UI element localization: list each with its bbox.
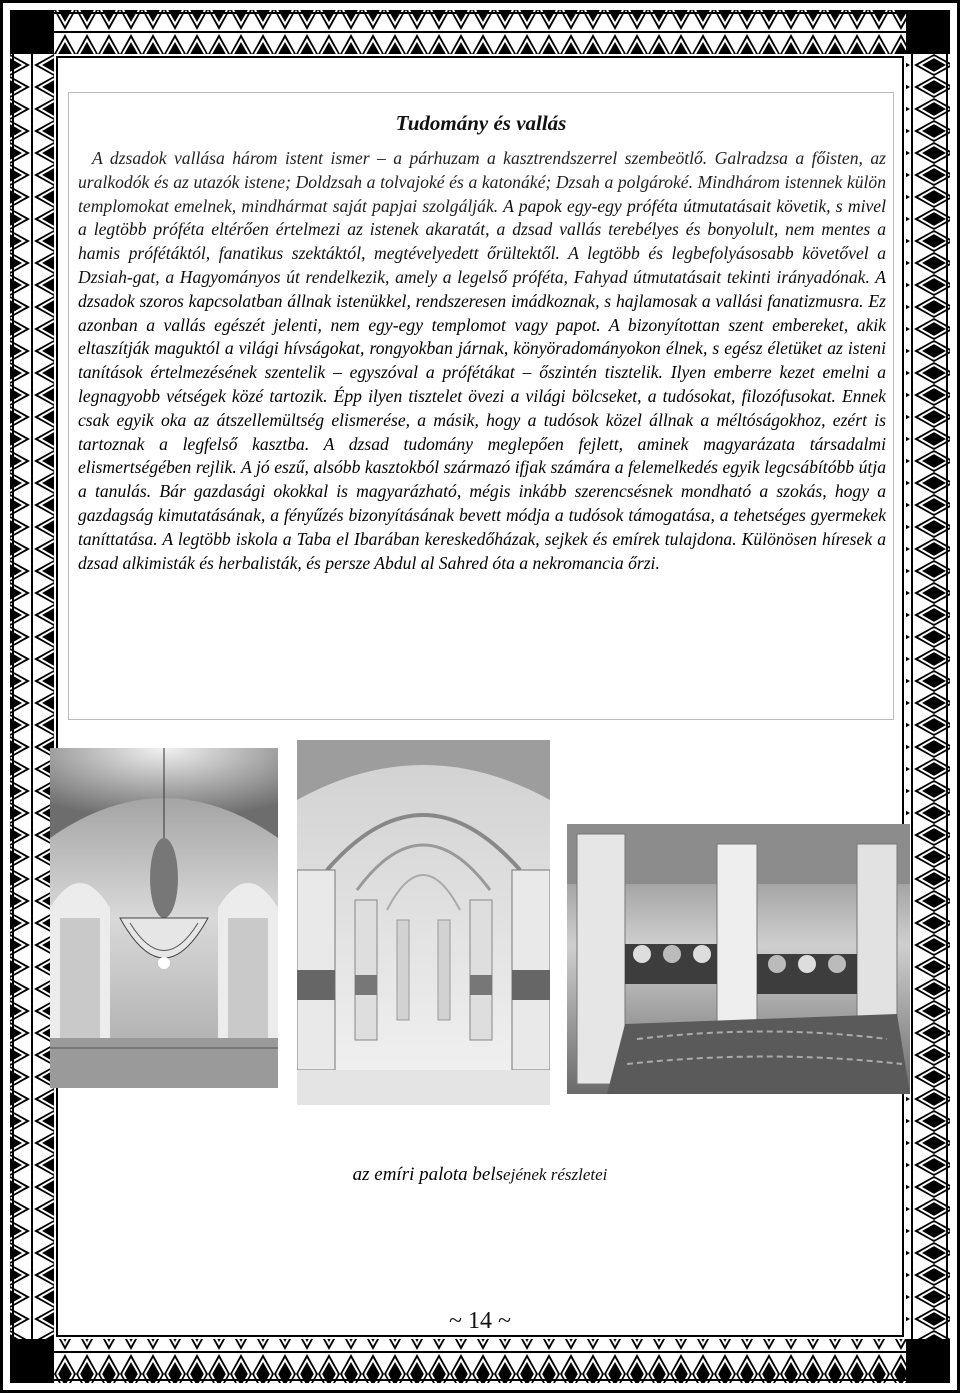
chandelier-photo-icon xyxy=(50,748,278,1088)
caption-part-1: az emíri palota bels xyxy=(352,1164,504,1185)
caption-part-2: ejének részletei xyxy=(503,1165,608,1184)
photo-caption xyxy=(0,1164,960,1186)
paragraph-2: A papok egy-egy próféta útmutatásait követik, s mivel a legtöbb próféta eltérően értelmezi az istenek akaratát, a dzsad vallás terebélyes és bonyolult, nem mentes a hamis prófétáktól, fanatikus szektáktól, megtévelyedett őrültektől. A legtöbb és legbefolyásosabb követővel a Dzsiah-gat, a Hagyományos út rendelkezik, amely a legelső próféta, Fahyad útmutatásait tekinti irányadónak. xyxy=(78,195,886,287)
paragraph-1: A dzsadok vallása három istent ismer – a párhuzam a kasztrendszerrel szembeötlő. Galradzsa a főisten, az uralkodók és az utazók istene; Doldzsah a tolvajoké és a katonáké; Dzsah a polgároké. Mindhárom istennek külön templomokat emelnek, mindhármat saját papjai szolgálják. xyxy=(78,148,886,216)
article-title: Tudomány és vallás xyxy=(395,111,567,135)
photo-arched-hall xyxy=(297,740,550,1105)
article-body xyxy=(78,147,886,575)
article-box xyxy=(68,92,894,720)
paragraph-3: A dzsadok szoros kapcsolatban állnak istenükkel, rendszeresen imádkoznak, s hajlamosak a vallási fanatizmusra. Ez azonban a vallás egészét jelenti, nem egy-egy templomot vagy papot. A bizonyítottan szent embereket, akik eltaszítják maguktól a világi hívságokat, rongyokban járnak, könyöradományokon élnek, s egész életüket az isteni tanítások értelmezésének szentelik – egyszóval a prófétákat – őszintén tisztelik. Ilyen emberre kezet emelni a legnagyobb vétségek közé tartozik. Épp ilyen tisztelet övezi a világi bölcseket, a tudósokat, filozófusokat. Ennek csak egyik oka az átszellemültség elismerése, a másik, hogy a tudósok közel állnak a méltóságokhoz, ezért is tartoznak a legfelső kasztba. A dzsad tudomány meglepően fejlett, aminek magyarázata társadalmi elismertségében rejlik. A jó eszű, alsóbb kasztokból származó ifjak számára a felemelkedés egyik legcsábítóbb útja a tanulás. Bár gazdasági okokkal is magyarázható, mégis inkább szerencsésnek mondható a szokás, hogy a gazdagság kimutatásának, a fényűzés bizonyításának bevett módja a tudósok támogatása, a tehetséges gyermekek taníttatása. A legtöbb iskola a Taba el Ibarában kereskedőházak, sejkek és emírek tulajdona. Különösen híresek a dzsad alkimisták és herbalisták, és persze Abdul al Sahred óta a nekromancia őrzi. xyxy=(78,266,886,573)
photo-palace-lounge xyxy=(567,824,910,1094)
arches-photo-icon xyxy=(297,740,550,1105)
photo-mosque-chandelier xyxy=(50,748,278,1088)
lounge-photo-icon xyxy=(567,824,910,1094)
page-number: ~ 14 ~ xyxy=(449,1308,511,1334)
